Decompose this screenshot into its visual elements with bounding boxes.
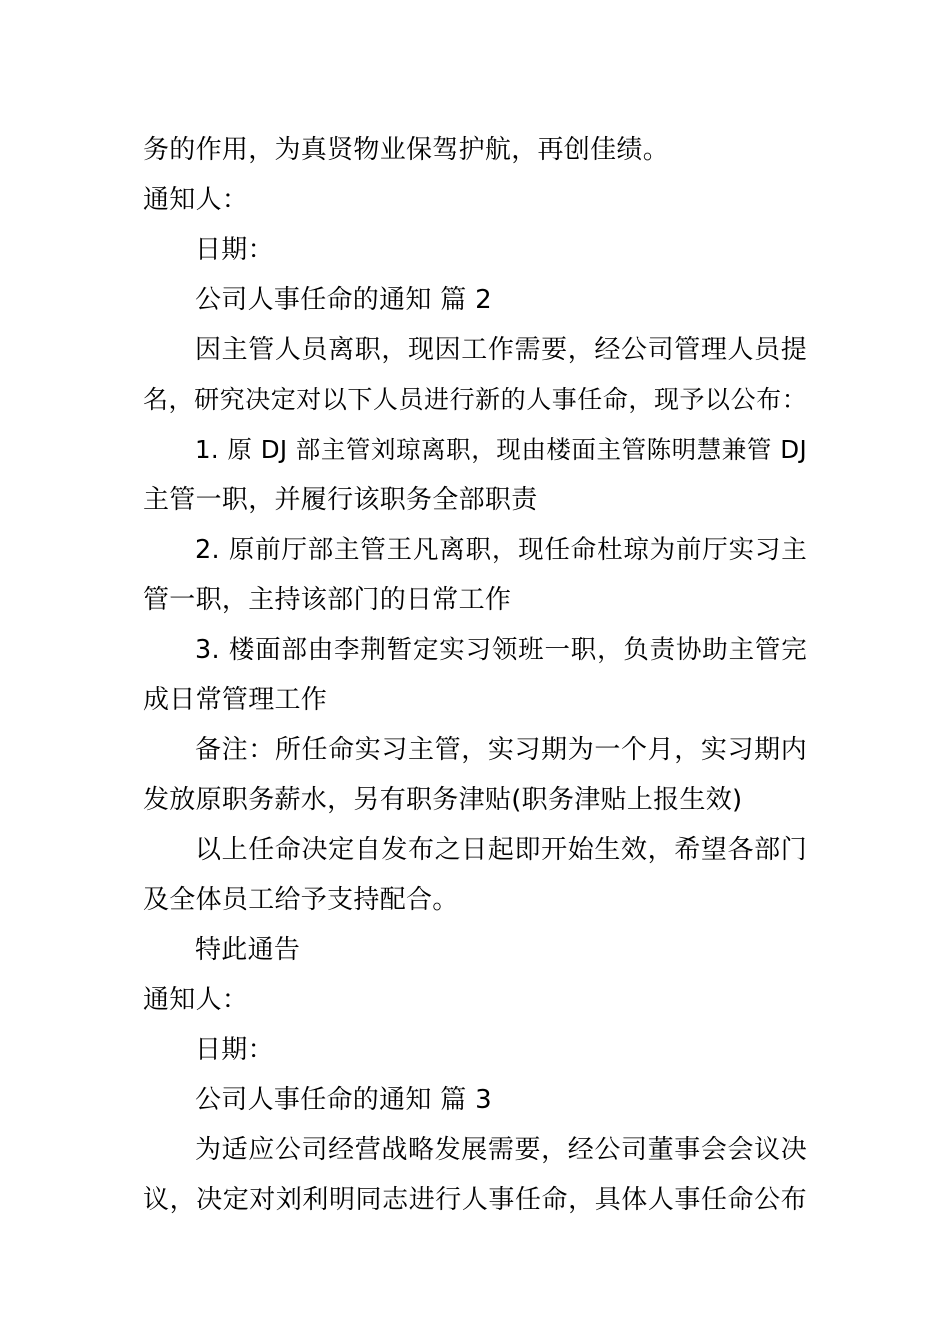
notifier-label: 通知人：: [143, 985, 249, 1015]
remark-line: 备注：所任命实习主管，实习期为一个月，实习期内: [195, 735, 807, 765]
remark-line: 发放原职务薪水，另有职务津贴(职务津贴上报生效): [143, 785, 743, 815]
paragraph-line: 因主管人员离职，现因工作需要，经公司管理人员提: [195, 335, 807, 365]
paragraph-line: 为适应公司经营战略发展需要，经公司董事会会议决: [195, 1135, 807, 1165]
list-item-line: 2. 原前厅部主管王凡离职，现任命杜琼为前厅实习主: [195, 535, 807, 565]
list-item-line: 成日常管理工作: [143, 685, 328, 715]
section-heading: 公司人事任命的通知 篇 2: [195, 285, 492, 315]
closing-line: 特此通告: [195, 935, 301, 965]
paragraph-line: 及全体员工给予支持配合。: [143, 885, 459, 915]
paragraph-line: 议，决定对刘利明同志进行人事任命，具体人事任命公布: [143, 1185, 807, 1215]
list-item-line: 管一职，主持该部门的日常工作: [143, 585, 512, 615]
list-item-line: 1. 原 DJ 部主管刘琼离职，现由楼面主管陈明慧兼管 DJ: [195, 435, 807, 464]
paragraph-line: 务的作用，为真贤物业保驾护航，再创佳绩。: [143, 135, 670, 165]
paragraph-line: 名，研究决定对以下人员进行新的人事任命，现予以公布：: [143, 385, 807, 414]
paragraph-line: 以上任命决定自发布之日起即开始生效，希望各部门: [195, 835, 807, 865]
notifier-label: 通知人：: [143, 185, 249, 215]
date-label: 日期：: [195, 235, 274, 265]
date-label: 日期：: [195, 1035, 274, 1065]
section-heading: 公司人事任命的通知 篇 3: [195, 1085, 492, 1115]
list-item-line: 主管一职，并履行该职务全部职责: [143, 485, 538, 515]
list-item-line: 3. 楼面部由李荆暂定实习领班一职，负责协助主管完: [195, 635, 807, 665]
